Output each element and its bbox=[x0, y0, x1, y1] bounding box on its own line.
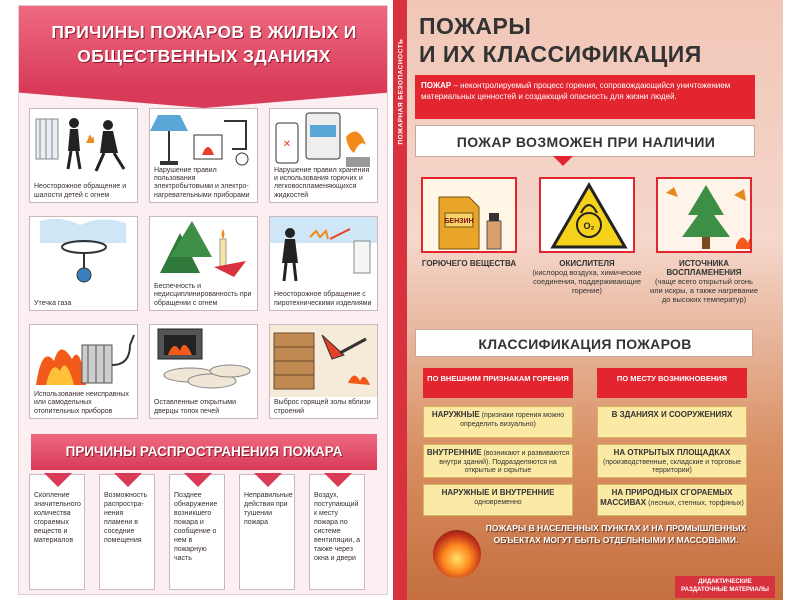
condition-text: (кислород воздуха, химические соединения, поддерживающие горение) bbox=[532, 268, 642, 295]
spread-text: Неправильные действия при тушении пожара bbox=[244, 492, 293, 526]
christmas-tree-candle-icon bbox=[150, 217, 258, 289]
cause-caption: Беспечность и недисциплинированность при обращении с огнем bbox=[154, 283, 252, 307]
condition-title: ОКИСЛИТЕЛЯ bbox=[559, 259, 615, 268]
class-item bbox=[597, 406, 747, 438]
cause-caption: Неосторожное обращение и шалости детей с огнем bbox=[34, 183, 127, 199]
class-item-title: НАРУЖНЫЕ И ВНУТРЕННИЕ bbox=[441, 488, 555, 497]
class-item bbox=[597, 484, 747, 516]
cause-caption: Оставленные открытыми дверцы топок печей bbox=[154, 399, 236, 415]
fuel-canister-icon bbox=[423, 179, 517, 253]
cause-card bbox=[269, 216, 378, 311]
spread-card bbox=[99, 474, 155, 590]
classification-title: КЛАССИФИКАЦИЯ ПОЖАРОВ bbox=[478, 336, 692, 352]
badge-text: ДИДАКТИЧЕСКИЕ РАЗДАТОЧНЫЕ МАТЕРИАЛЫ bbox=[681, 579, 769, 593]
class-item-text: (возникают и развиваются внутри зданий). Подразделяются на открытые и скрытые bbox=[439, 450, 570, 474]
condition-image bbox=[656, 177, 752, 253]
class-item-text: (лесных, степных, торфяных) bbox=[646, 499, 744, 507]
class-item-title: НА ПРИРОДНЫХ СГОРАЕМЫХ МАССИВАХ bbox=[600, 488, 733, 507]
cause-caption: Нарушение правил хранения и использования горючих и легковоспламеняющихся жидкостей bbox=[274, 166, 370, 199]
cause-card bbox=[29, 108, 138, 203]
possible-title: ПОЖАР ВОЗМОЖЕН ПРИ НАЛИЧИИ bbox=[456, 134, 716, 150]
spread-text: Позднее обнаружение возникшего пожара и сообщение о нем в пожарную часть bbox=[174, 492, 218, 562]
chevron-down-icon bbox=[254, 473, 282, 487]
class-item-title: НАРУЖНЫЕ bbox=[431, 410, 480, 419]
classification-header bbox=[415, 329, 753, 357]
condition-title: ИСТОЧНИКА ВОСПЛАМЕНЕНИЯ bbox=[666, 259, 742, 277]
svg-text:✕: ✕ bbox=[282, 139, 292, 150]
fire-causes-poster bbox=[18, 5, 388, 595]
chevron-down-icon bbox=[184, 473, 212, 487]
burning-ash-icon bbox=[270, 325, 378, 397]
condition-label bbox=[531, 259, 643, 295]
condition-text: (чаще всего открытый огонь или искры, а также нагревание до высоких температур) bbox=[649, 277, 759, 304]
fireworks-icon bbox=[270, 217, 378, 289]
spread-title: ПРИЧИНЫ РАСПРОСТРАНЕНИЯ ПОЖАРА bbox=[65, 444, 343, 459]
class-item-text: (признаки горения можно определить визуально) bbox=[460, 412, 565, 428]
stove-firewood-icon bbox=[150, 325, 258, 397]
definition-text bbox=[421, 80, 751, 102]
bottom-note: ПОЖАРЫ В НАСЕЛЕННЫХ ПУНКТАХ И НА ПРОМЫШЛЕННЫХ ОБЪЕКТАХ МОГУТ БЫТЬ ОТДЕЛЬНЫМИ И МАССОВЫМИ. bbox=[485, 523, 747, 545]
condition-title: ГОРЮЧЕГО ВЕЩЕСТВА bbox=[421, 259, 517, 268]
chevron-down-icon bbox=[114, 473, 142, 487]
cause-caption: Использование неисправных или самодельных отопительных приборов bbox=[34, 391, 129, 415]
cause-card bbox=[149, 108, 258, 203]
cause-caption: Неосторожное обращение с пиротехническими изделиями bbox=[274, 291, 372, 307]
title-line-2: И ИХ КЛАССИФИКАЦИЯ bbox=[419, 41, 702, 67]
poster-title bbox=[419, 12, 749, 68]
poster-title: ПРИЧИНЫ ПОЖАРОВ В ЖИЛЫХ И ОБЩЕСТВЕННЫХ ЗДАНИЯХ bbox=[51, 22, 357, 66]
fire-classification-poster bbox=[393, 0, 783, 600]
spread-card bbox=[239, 474, 295, 590]
class-item-title: НА ОТКРЫТЫХ ПЛОЩАДКАХ bbox=[613, 448, 731, 457]
spread-header bbox=[31, 434, 377, 470]
title-line-1: ПОЖАРЫ bbox=[419, 13, 532, 39]
heater-fire-icon bbox=[30, 325, 138, 397]
cause-caption: Утечка газа bbox=[34, 299, 72, 307]
side-label: ПОЖАРНАЯ БЕЗОПАСНОСТЬ bbox=[397, 38, 405, 145]
class-item bbox=[423, 406, 573, 438]
material-badge bbox=[675, 576, 775, 598]
definition-box bbox=[415, 75, 755, 119]
canister-label: БЕНЗИН bbox=[444, 218, 474, 225]
cause-card bbox=[29, 324, 138, 419]
column-header: ПО МЕСТУ ВОЗНИКНОВЕНИЯ bbox=[597, 368, 747, 398]
header-chevron bbox=[19, 86, 388, 108]
class-item-text: (производственные, складские и торговые территории) bbox=[603, 458, 741, 474]
spread-text: Воздух, поступающий к месту пожара по системе вентиляции, а также через окна и двери bbox=[314, 492, 361, 562]
chevron-down-icon bbox=[324, 473, 352, 487]
gas-leak-icon bbox=[30, 217, 138, 289]
spread-card bbox=[169, 474, 225, 590]
chevron-down-icon bbox=[553, 156, 573, 166]
class-item-text: одновременно bbox=[474, 498, 522, 506]
spread-card bbox=[29, 474, 85, 590]
oxidizer-symbol: O₂ bbox=[583, 221, 595, 231]
class-item bbox=[423, 484, 573, 516]
chevron-down-icon bbox=[44, 473, 72, 487]
cause-caption: Выброс горящей золы вблизи строений bbox=[274, 399, 371, 415]
condition-label bbox=[648, 259, 760, 304]
cause-card bbox=[149, 216, 258, 311]
column-header: ПО ВНЕШНИМ ПРИЗНАКАМ ГОРЕНИЯ bbox=[423, 368, 573, 398]
cause-card bbox=[29, 216, 138, 311]
children-playing-icon bbox=[30, 109, 138, 181]
oxidizer-warning-icon bbox=[541, 179, 635, 253]
condition-label bbox=[413, 259, 525, 268]
spread-text: Возможность распростра-нения пламени в соседние помещения bbox=[104, 492, 148, 544]
definition-body: – неконтролируемый процесс горения, сопровождающийся уничтожением материальных ценностей и создающий опасность для жизни людей. bbox=[421, 81, 731, 101]
tree-flame-icon bbox=[658, 179, 752, 253]
cause-caption: Нарушение правил пользования электробытовыми и электро-нагревательными приборами bbox=[154, 166, 250, 199]
class-item bbox=[423, 444, 573, 478]
cause-card bbox=[269, 108, 378, 203]
condition-image bbox=[421, 177, 517, 253]
class-item bbox=[597, 444, 747, 478]
class-item-title: ВНУТРЕННИЕ bbox=[426, 448, 482, 457]
side-stripe bbox=[393, 0, 407, 600]
spread-text: Скопление значительного количества сгораемых веществ и материалов bbox=[34, 492, 81, 544]
cause-card bbox=[269, 324, 378, 419]
class-item-title: В ЗДАНИЯХ И СООРУЖЕНИЯХ bbox=[611, 410, 733, 419]
condition-image bbox=[539, 177, 635, 253]
possible-header bbox=[415, 125, 755, 157]
cause-card bbox=[149, 324, 258, 419]
definition-term: ПОЖАР bbox=[421, 81, 452, 90]
spread-card bbox=[309, 474, 365, 590]
